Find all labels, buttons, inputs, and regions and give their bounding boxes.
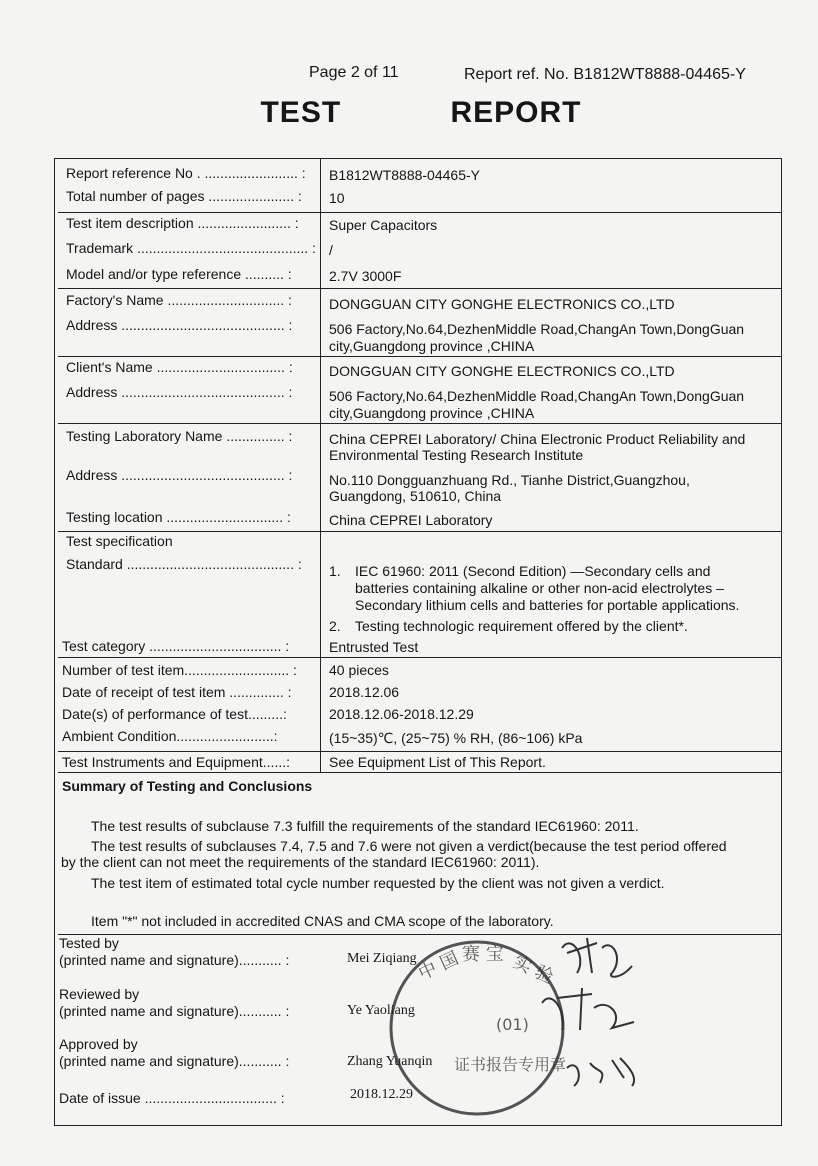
lab-name-line1: China CEPREI Laboratory/ China Electronic Product Reliability and: [329, 431, 746, 447]
reviewed-by-label: Reviewed by: [59, 986, 140, 1002]
rule: [58, 772, 782, 773]
svg-text:证书报告专用章: 证书报告专用章: [454, 1055, 567, 1074]
factory-address-label: Address .......................................... :: [66, 317, 293, 333]
date-of-issue-label: Date of issue .................................. :: [59, 1090, 285, 1106]
summary-title: Summary of Testing and Conclusions: [62, 778, 313, 794]
standard-item-1-line1: IEC 61960: 2011 (Second Edition) —Secondary cells and: [355, 563, 711, 579]
number-of-test-item-value: 40 pieces: [329, 662, 389, 678]
instruments-value: See Equipment List of This Report.: [329, 754, 546, 770]
lab-name-line2: Environmental Testing Research Institute: [329, 447, 584, 463]
test-item-description-label: Test item description ........................ :: [66, 215, 299, 231]
test-item-description-value: Super Capacitors: [329, 217, 438, 233]
date-receipt-value: 2018.12.06: [329, 684, 400, 700]
instruments-label: Test Instruments and Equipment......:: [62, 754, 290, 770]
lab-address-line2: Guangdong, 510610, China: [329, 488, 502, 504]
ambient-value: (15~35)℃, (25~75) % RH, (86~106) kPa: [329, 730, 583, 746]
rule: [58, 423, 782, 424]
report-reference-value: B1812WT8888-04465-Y: [329, 167, 480, 183]
lab-address-line1: No.110 Dongguanzhuang Rd., Tianhe District,Guangzhou,: [329, 472, 690, 488]
factory-name-label: Factory's Name .............................. :: [66, 292, 292, 308]
test-specification-label: Test specification: [66, 533, 173, 549]
svg-text:(01): (01): [496, 1015, 529, 1034]
testing-location-label: Testing location .............................. :: [66, 509, 291, 525]
page-number: Page 2 of 11: [309, 64, 399, 81]
svg-text:中 国: 中 国: [415, 947, 462, 985]
rule: [58, 934, 782, 935]
standard-item-2-line1: Testing technologic requirement offered by the client*.: [355, 618, 688, 634]
tested-by-sub-label: (printed name and signature)........... :: [59, 952, 290, 968]
approved-by-sub-label: (printed name and signature)........... :: [59, 1053, 290, 1069]
approved-by-label: Approved by: [59, 1036, 138, 1052]
cnas-note: Item "*" not included in accredited CNAS and CMA scope of the laboratory.: [91, 913, 554, 929]
total-pages-value: 10: [329, 190, 345, 206]
list-item-number: 2.: [329, 618, 341, 634]
date-performance-value: 2018.12.06-2018.12.29: [329, 706, 474, 722]
list-item-number: 1.: [329, 563, 341, 579]
approved-by-name: Zhang Yuanqin: [347, 1054, 433, 1069]
factory-address-line1: 506 Factory,No.64,DezhenMiddle Road,ChangAn Town,DongGuan: [329, 321, 745, 337]
lab-name-label: Testing Laboratory Name ............... :: [66, 428, 293, 444]
date-of-issue-value: 2018.12.29: [350, 1087, 413, 1102]
rule: [58, 212, 782, 213]
page-header: [0, 64, 818, 88]
lab-address-label: Address .......................................... :: [66, 467, 293, 483]
rule: [58, 531, 782, 532]
client-name-label: Client's Name ................................. :: [66, 359, 293, 375]
factory-name-value: DONGGUAN CITY GONGHE ELECTRONICS CO.,LTD: [329, 296, 675, 312]
rule: [58, 288, 782, 289]
client-address-line1: 506 Factory,No.64,DezhenMiddle Road,ChangAn Town,DongGuan: [329, 388, 745, 404]
summary-paragraph-3: The test item of estimated total cycle number requested by the client was not given a verdict.: [91, 875, 665, 891]
test-category-label: Test category .................................. :: [62, 638, 290, 654]
svg-text:实 验: 实 验: [509, 951, 557, 989]
tested-by-label: Tested by: [59, 935, 119, 951]
reviewed-by-name: Ye Yaoliang: [347, 1003, 415, 1018]
report-reference-header: Report ref. No. B1812WT8888-04465-Y: [464, 66, 746, 83]
summary-paragraph-1: The test results of subclause 7.3 fulfill the requirements of the standard IEC61960: 2011.: [91, 818, 639, 834]
tested-by-name: Mei Ziqiang: [347, 951, 417, 966]
summary-paragraph-2-line2: by the client can not meet the requirements of the standard IEC61960: 2011).: [61, 854, 540, 870]
rule: [58, 356, 782, 357]
report-reference-label: Report reference No . ........................ :: [66, 165, 306, 181]
standard-label: Standard ........................................... :: [66, 556, 302, 572]
model-value: 2.7V 3000F: [329, 268, 402, 284]
number-of-test-item-label: Number of test item........................... :: [62, 662, 297, 678]
column-divider: [320, 158, 321, 772]
client-name-value: DONGGUAN CITY GONGHE ELECTRONICS CO.,LTD: [329, 363, 675, 379]
standard-item-1-line2: batteries containing alkaline or other non-acid electrolytes –: [355, 580, 724, 596]
rule: [58, 751, 782, 752]
summary-paragraph-2-line1: The test results of subclauses 7.4, 7.5 and 7.6 were not given a verdict(because the test period offered: [91, 838, 727, 854]
standard-item-1-line3: Secondary lithium cells and batteries for portable applications.: [355, 597, 740, 613]
date-receipt-label: Date of receipt of test item .............. :: [62, 684, 292, 700]
test-category-value: Entrusted Test: [329, 639, 419, 655]
client-address-label: Address .......................................... :: [66, 384, 293, 400]
svg-text:赛 宝: 赛 宝: [462, 944, 504, 965]
reviewed-by-sub-label: (printed name and signature)........... :: [59, 1003, 290, 1019]
date-performance-label: Date(s) of performance of test.........:: [62, 706, 287, 722]
model-label: Model and/or type reference .......... :: [66, 266, 292, 282]
factory-address-line2: city,Guangdong province ,CHINA: [329, 338, 535, 354]
testing-location-value: China CEPREI Laboratory: [329, 512, 493, 528]
trademark-label: Trademark ............................................ :: [66, 240, 316, 256]
rule: [58, 657, 782, 658]
trademark-value: /: [329, 242, 333, 258]
document-title: TEST REPORT: [260, 96, 582, 129]
total-pages-label: Total number of pages ...................... :: [66, 188, 302, 204]
client-address-line2: city,Guangdong province ,CHINA: [329, 405, 535, 421]
ambient-label: Ambient Condition.........................:: [62, 728, 278, 744]
